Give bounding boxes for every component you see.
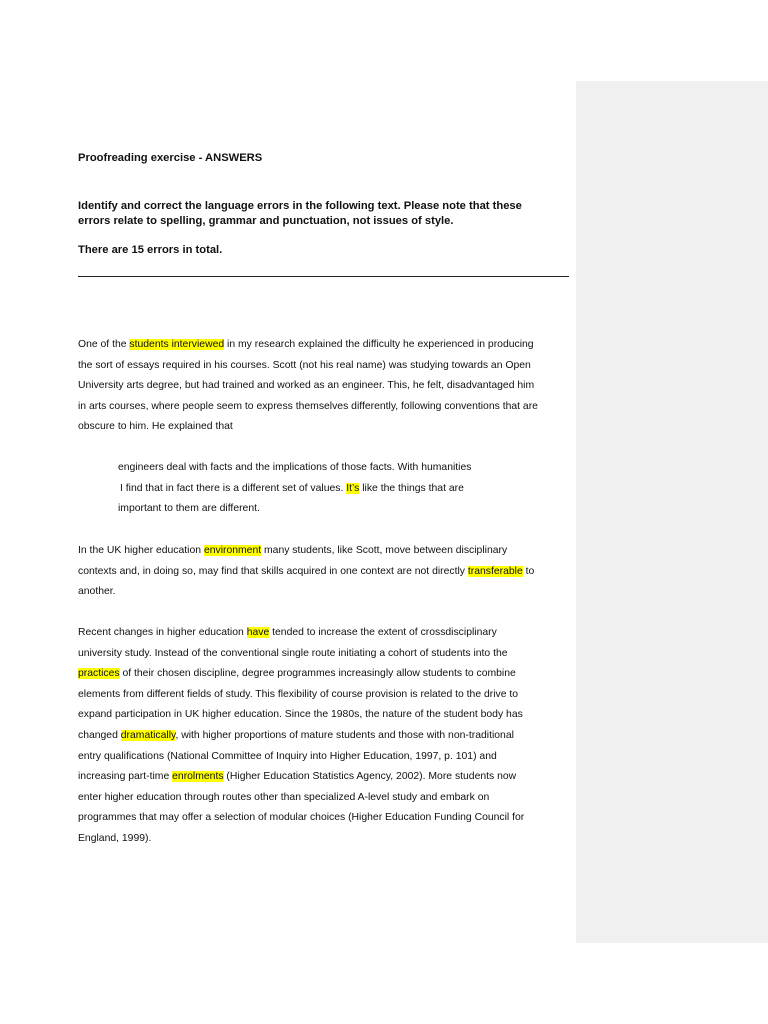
document-title: Proofreading exercise - ANSWERS — [78, 152, 263, 164]
text-line: university study. Instead of the conventional single route initiating a cohort of students into the — [78, 647, 508, 659]
instructions-line: Identify and correct the language errors in the following text. Please note that these — [78, 200, 522, 212]
text-line: programmes that may offer a selection of modular choices (Higher Education Funding Council for — [78, 812, 525, 824]
text-run: of their chosen discipline, degree programmes increasingly allow students to combine — [119, 668, 516, 680]
text-run: like the things that are — [359, 483, 464, 494]
text-line — [78, 767, 524, 788]
highlighted-correction: students interviewed — [129, 339, 225, 350]
text-line: entry qualifications (National Committee of Inquiry into Higher Education, 1997, p. 101) and — [78, 750, 497, 762]
text-line: the sort of essays required in his courses. Scott (not his real name) was studying towards an Open — [78, 359, 531, 371]
text-run: One of the — [78, 339, 130, 350]
highlighted-correction: dramatically — [120, 729, 176, 741]
text-run: (Higher Education Statistics Agency, 2002). More students now — [223, 771, 517, 783]
text-line: elements from different fields of study. This flexibility of course provision is related to the drive to — [78, 688, 519, 700]
text-line: obscure to him. He explained that — [78, 421, 233, 433]
highlighted-correction: practices — [78, 668, 120, 680]
text-line — [78, 726, 524, 747]
text-run: contexts and, in doing so, may find that skills acquired in one context are not directly — [78, 565, 468, 577]
horizontal-rule — [78, 276, 569, 277]
text-line: expand participation in UK higher education. Since the 1980s, the nature of the student body has — [78, 709, 523, 721]
text-run: Recent changes in higher education — [78, 627, 247, 638]
text-run: , with higher proportions of mature students and those with non-traditional — [175, 729, 514, 741]
text-run: In the UK higher education — [78, 545, 204, 556]
comment-pane — [576, 81, 768, 943]
text-line: University arts degree, but had trained and worked as an engineer. This, he felt, disadvantaged him — [78, 380, 535, 392]
text-line — [78, 541, 534, 562]
instructions-line: errors relate to spelling, grammar and punctuation, not issues of style. — [78, 215, 454, 227]
quote-line: engineers deal with facts and the implications of those facts. With humanities — [118, 462, 472, 473]
highlighted-correction: environment — [203, 545, 262, 556]
quote-line: important to them are different. — [118, 503, 260, 514]
text-run: changed — [78, 729, 121, 741]
highlighted-correction: It’s — [346, 483, 360, 494]
quote-line — [120, 483, 464, 494]
text-run: tended to increase the extent of crossdisciplinary — [269, 627, 497, 638]
text-run: increasing part-time — [78, 771, 173, 783]
text-run: I find that in fact there is a different set of values. — [120, 483, 347, 494]
text-run: in my research explained the difficulty he experienced in producing — [224, 339, 534, 350]
highlighted-correction: have — [246, 627, 270, 638]
text-line — [78, 623, 524, 644]
text-line — [78, 335, 538, 356]
highlighted-correction: enrolments — [172, 771, 224, 783]
instructions — [78, 199, 558, 229]
error-total: There are 15 errors in total. — [78, 244, 223, 256]
text-line: another. — [78, 586, 116, 598]
paragraph-3 — [78, 623, 524, 850]
paragraph-2 — [78, 541, 534, 603]
text-line — [78, 562, 534, 583]
highlighted-correction: transferable — [467, 565, 523, 577]
text-line — [78, 664, 524, 685]
text-line: in arts courses, where people seem to express themselves differently, following conventions that are — [78, 400, 538, 412]
text-run: to — [522, 565, 535, 577]
text-run: many students, like Scott, move between disciplinary — [261, 545, 508, 556]
text-line: enter higher education through routes other than specialized A-level study and embark on — [78, 791, 490, 803]
text-line: England, 1999). — [78, 832, 152, 844]
paragraph-1 — [78, 335, 538, 438]
